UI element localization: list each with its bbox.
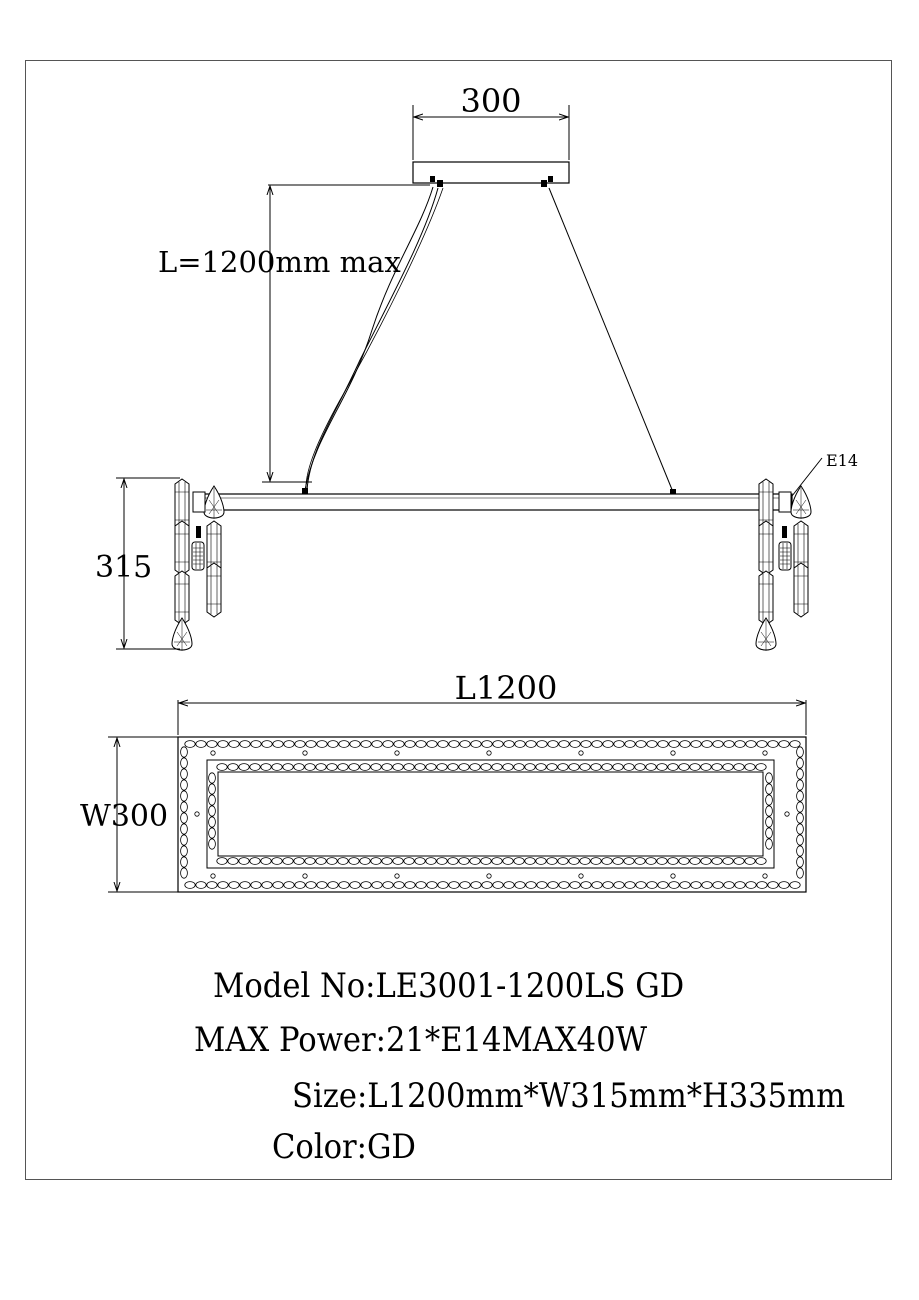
power-value: 21*E14MAX40W xyxy=(385,1020,648,1060)
model-line xyxy=(213,966,684,1006)
height-label: 315 xyxy=(95,550,153,585)
power-label: MAX Power: xyxy=(194,1020,386,1060)
size-value: L1200mm*W315mm*H335mm xyxy=(367,1076,846,1116)
size-line xyxy=(292,1076,845,1116)
color-line xyxy=(272,1127,416,1167)
color-value: GD xyxy=(366,1127,416,1167)
canopy xyxy=(413,162,569,183)
power-line xyxy=(194,1020,647,1060)
size-label: Size: xyxy=(292,1076,368,1116)
width-label: W300 xyxy=(80,799,169,834)
canopy-width-label: 300 xyxy=(460,82,522,120)
model-value: LE3001-1200LS GD xyxy=(375,966,685,1006)
right-crystal-cluster xyxy=(756,479,811,651)
left-crystal-cluster xyxy=(172,479,224,651)
color-label: Color: xyxy=(272,1127,367,1167)
model-label: Model No: xyxy=(213,966,376,1006)
socket-label: E14 xyxy=(826,451,859,470)
suspension-cable xyxy=(305,187,433,490)
main-bar xyxy=(202,494,792,510)
cable-length-label: L=1200mm max xyxy=(158,245,401,279)
suspension-cable xyxy=(549,188,673,492)
length-label: L1200 xyxy=(454,669,558,707)
